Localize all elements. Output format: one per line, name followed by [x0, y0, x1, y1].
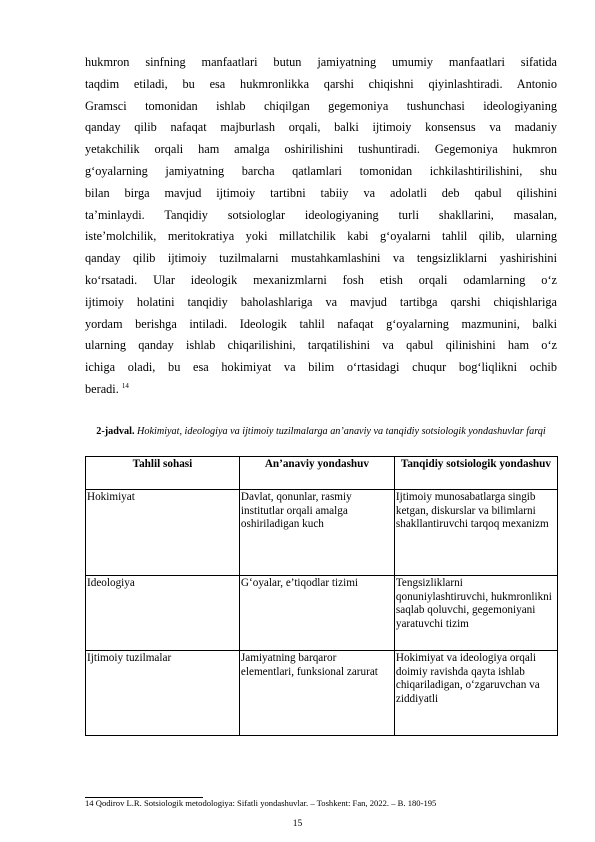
paragraph-line: ko‘rsatadi. Ular ideologik mexanizmlarni fosh etish orqali odamlarning o‘z	[85, 272, 557, 287]
paragraph-line: qanday qilib nafaqat majburlash orqali, balki ijtimoiy konsensus va madaniy	[85, 120, 557, 135]
table-cell: Davlat, qonunlar, rasmiy institutlar orqali amalga oshiriladigan kuch	[239, 490, 394, 576]
table-row	[86, 490, 558, 576]
table-cell: Hokimiyat	[86, 490, 240, 576]
table-cell: Ideologiya	[86, 576, 240, 651]
paragraph-line: iste’molchilik, meritokratiya yoki millatchilik kabi g‘oyalarni tahlil qilib, ularning	[85, 229, 557, 244]
paragraph-line: ta’minlaydi. Tanqidiy sotsiologlar ideologiyaning turli shakllarini, masalan,	[85, 207, 557, 222]
paragraph-line: Gramsci tomonidan ishlab chiqilgan gegemoniya tushunchasi ideologiyaning	[85, 98, 557, 113]
paragraph-line: yordam berishga intiladi. Ideologik tahlil nafaqat g‘oyalarning mazmunini, balki	[85, 316, 557, 331]
paragraph-line: yetakchilik orqali ham amalga oshirilishini tushuntiradi. Gegemoniya hukmron	[85, 142, 557, 157]
table-row	[86, 651, 558, 736]
table-header-row	[86, 457, 558, 490]
paragraph-line: ularning qanday ishlab chiqarilishini, tarqatilishini va qabul qilinishini ham o‘z	[85, 338, 557, 353]
paragraph-line: g‘oyalarning jamiyatning barcha qatlamlari tomonidan ichkilashtirilishini, shu	[85, 163, 557, 178]
paragraph-line: qanday qilib ijtimoiy tuzilmalarni mustahkamlashini va tengsizliklarni yashirishini	[85, 251, 557, 266]
table-cell: Ijtimoiy tuzilmalar	[86, 651, 240, 736]
paragraph-line: hukmron sinfning manfaatlari butun jamiyatning umumiy manfaatlari sifatida	[85, 55, 557, 69]
table-header-cell: An’anaviy yondashuv	[239, 457, 394, 490]
table-cell: Tengsizliklarni qonuniylashtiruvchi, hukmronlikni saqlab qoluvchi, gegemoniyani yaratuvchi tizim	[394, 576, 557, 651]
paragraph-line: ichiga oladi, bu esa hokimiyat va bilim o‘rtasidagi chuqur bog‘liqlikni ochib	[85, 360, 557, 375]
table-caption-text: Hokimiyat, ideologiya va ijtimoiy tuzilmalarga an’anaviy va tanqidiy sotsiologik yondashuvlar farqi	[137, 426, 546, 437]
footnote-reference[interactable]: 14	[121, 381, 129, 390]
table-cell: G‘oyalar, e’tiqodlar tizimi	[239, 576, 394, 651]
table-caption	[85, 425, 557, 438]
table-cell: Ijtimoiy munosabatlarga singib ketgan, diskurslar va bilimlarni shakllantiruvchi tarqoq mexanizm	[394, 490, 557, 576]
paragraph-line: beradi.	[85, 381, 119, 396]
body-paragraph	[85, 52, 557, 401]
table-row	[86, 576, 558, 651]
footnote: 14 Qodirov L.R. Sotsiologik metodologiya: Sifatli yondashuvlar. – Toshkent: Fan, 2022. – B. 180-195	[85, 798, 437, 808]
table-cell: Jamiyatning barqaror elementlari, funksional zarurat	[239, 651, 394, 736]
paragraph-last-line	[85, 379, 557, 401]
table-cell: Hokimiyat va ideologiya orqali doimiy ravishda qayta ishlab chiqariladigan, o‘zgaruvchan va ziddiyatli	[394, 651, 557, 736]
table-header-cell: Tahlil sohasi	[86, 457, 240, 490]
comparison-table	[85, 456, 558, 736]
paragraph-line: ijtimoiy holatini tanqidiy baholashlariga va mavjud tartibga qarshi chiqishlariga	[85, 294, 557, 309]
table-caption-label: 2-jadval.	[96, 426, 135, 437]
page-number: 15	[292, 819, 303, 829]
paragraph-line: bilan birga mavjud ijtimoiy tartibni tabiiy va adolatli deb qabul qilishini	[85, 185, 557, 200]
table-header-cell: Tanqidiy sotsiologik yondashuv	[394, 457, 557, 490]
paragraph-line: taqdim etiladi, bu esa hukmronlikka qarshi chiqishni qiyinlashtiradi. Antonio	[85, 76, 557, 91]
